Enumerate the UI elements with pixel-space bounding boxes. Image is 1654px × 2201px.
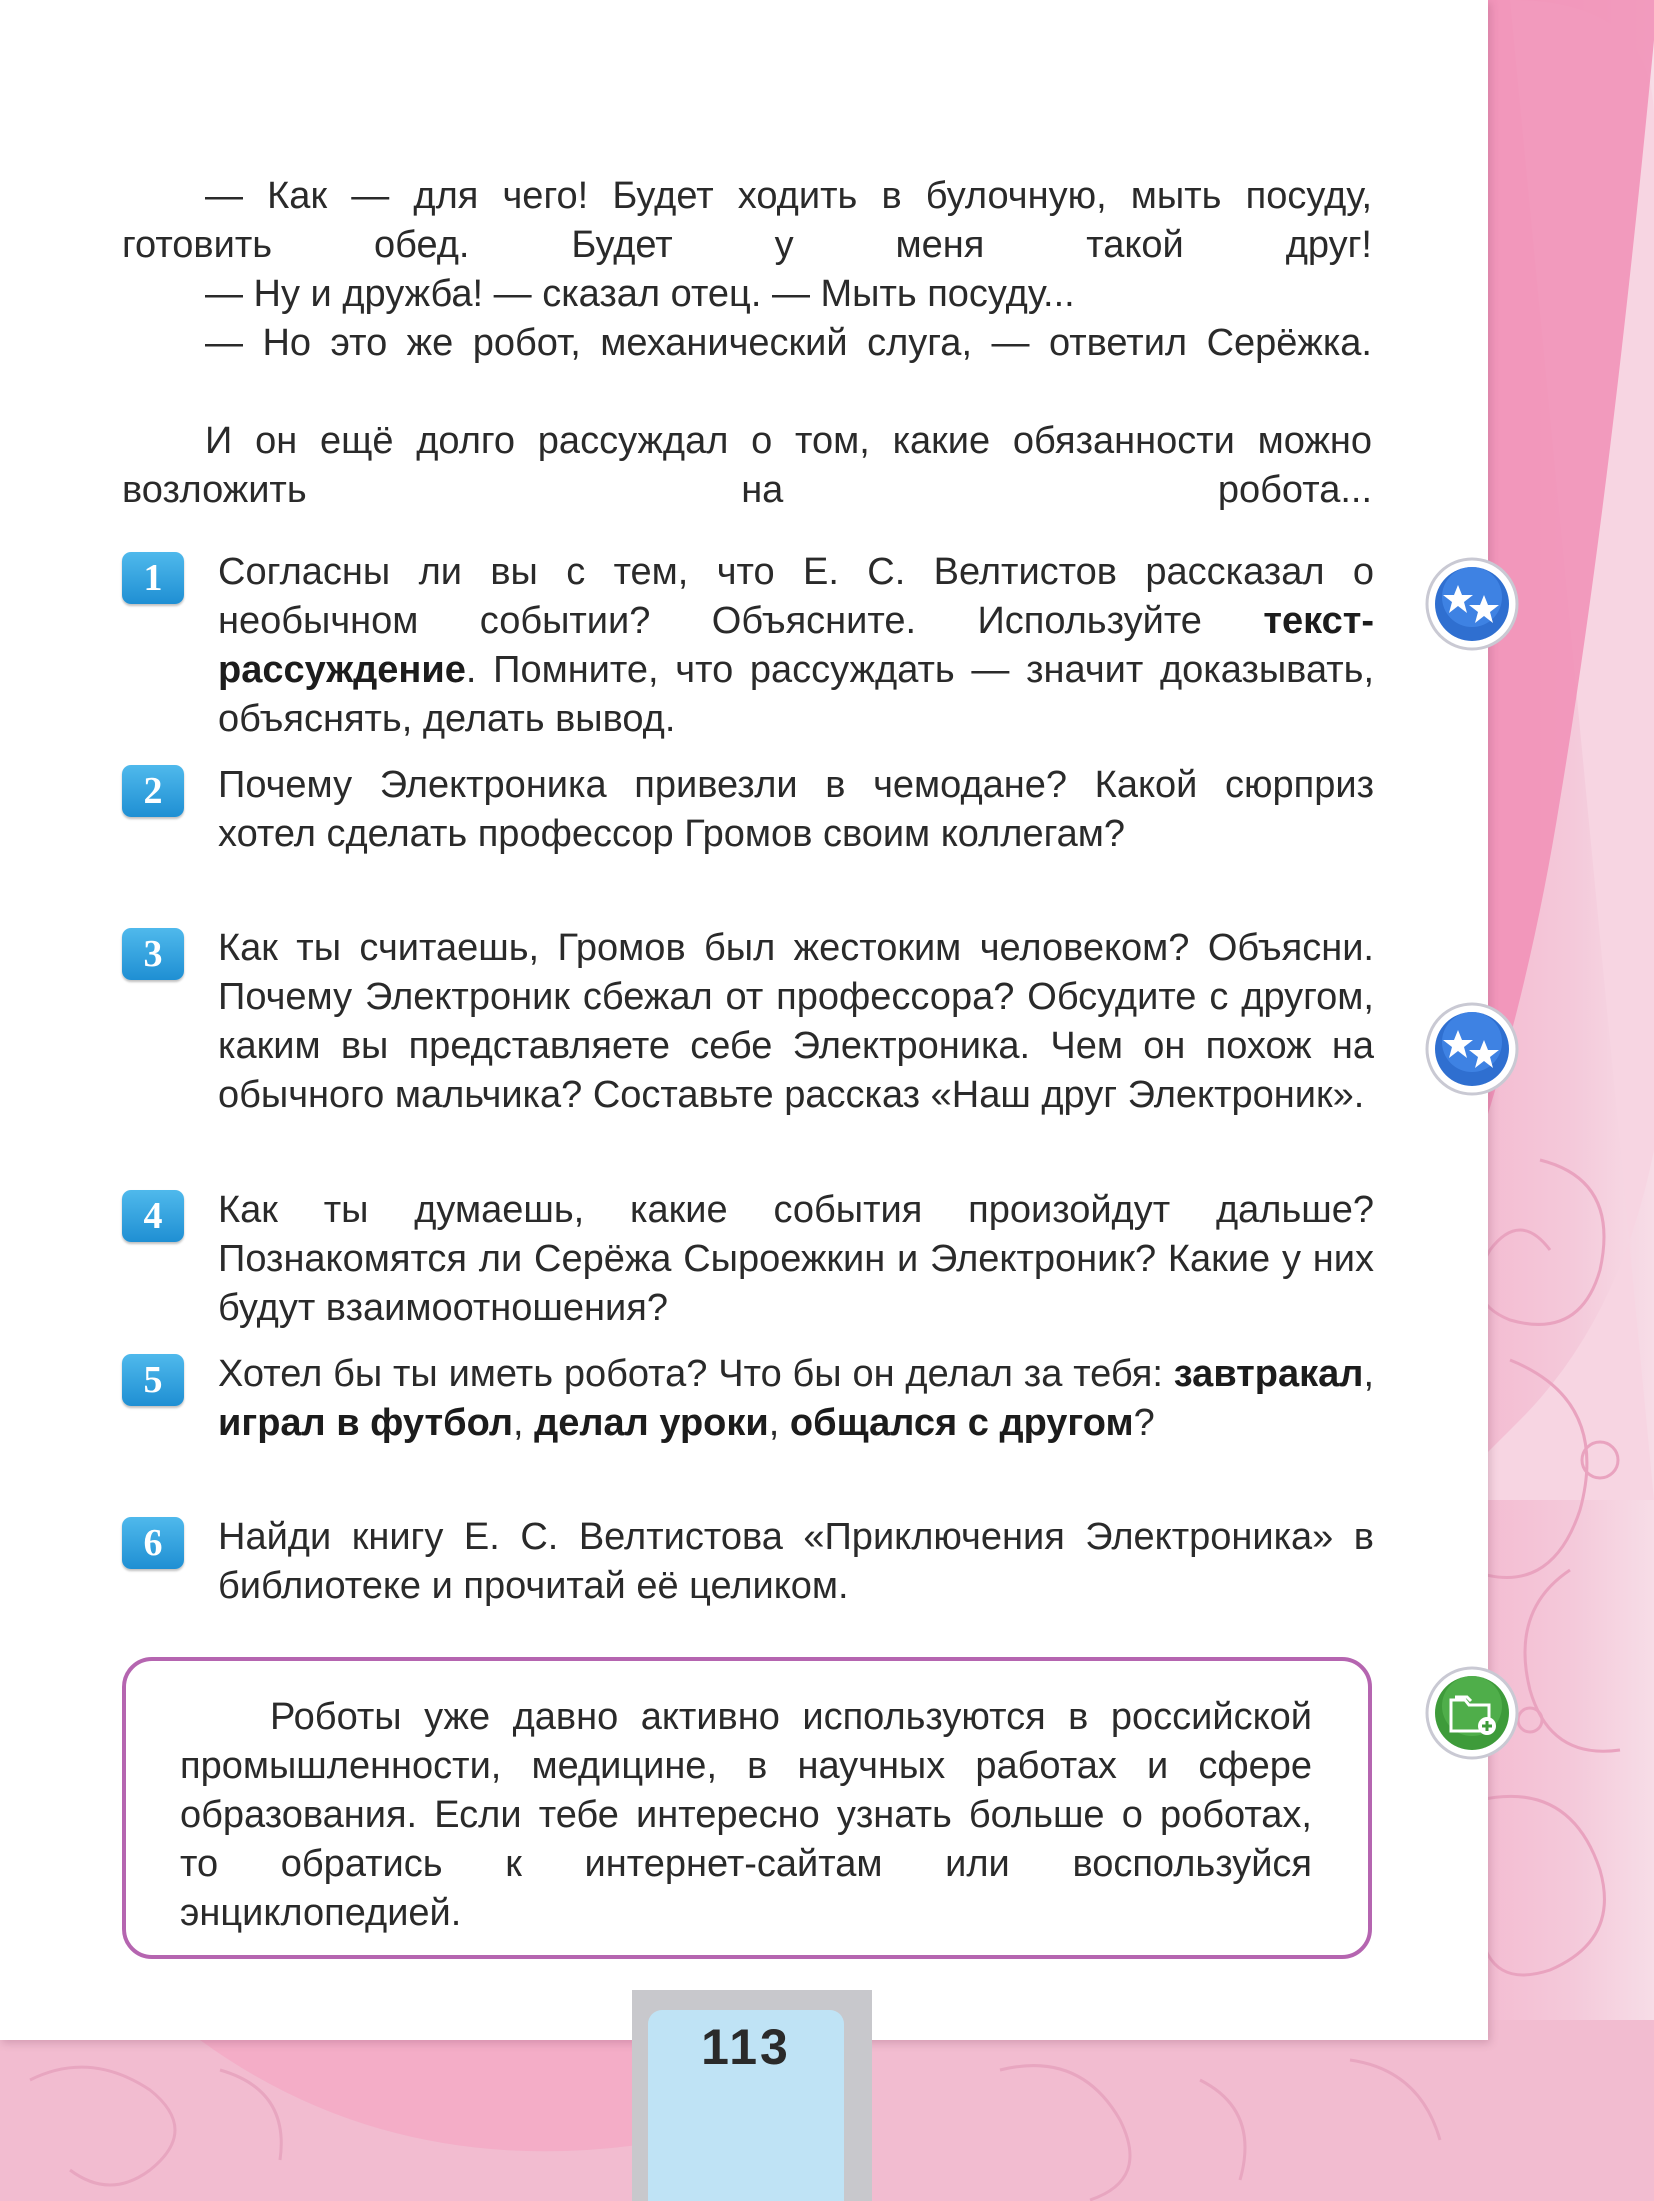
question-text-part: , (512, 1402, 535, 1444)
question-bold-term: общался с другом (789, 1402, 1134, 1444)
intro-paragraph-1: — Как — для чего! Будет ходить в булочную, мыть посуду, готовить обед. Будет у меня такой друг! (122, 175, 1372, 266)
question-text (218, 548, 1374, 744)
question-text: Как ты думаешь, какие события произойдут дальше? Познакомятся ли Серёжа Сыроежкин и Электроник? Какие у них будут взаимоотношения? (218, 1189, 1374, 1329)
question-text-part: . Помните, что рассуждать — значит доказывать, объяснять, делать вывод. (218, 649, 1374, 740)
extra-task-button-1[interactable] (1425, 557, 1519, 651)
page-number: 113 (701, 2019, 791, 2075)
question-text-part: , (768, 1402, 790, 1444)
question-number-badge: 3 (122, 928, 184, 980)
question-number-badge: 1 (122, 552, 184, 604)
question-number-badge: 5 (122, 1354, 184, 1406)
question-text-part: Согласны ли вы с тем, что Е. С. Велтистов рассказал о необычном событии? Объясните. Используйте (218, 551, 1374, 642)
question-number-badge: 6 (122, 1517, 184, 1569)
question-bold-term: завтракал (1173, 1353, 1364, 1395)
folder-add-icon (1425, 1666, 1519, 1760)
intro-paragraph-4: И он ещё долго рассуждал о том, какие обязанности можно возложить на робота... (122, 420, 1372, 511)
question-number-badge: 4 (122, 1190, 184, 1242)
stars-icon (1425, 1002, 1519, 1096)
question-text-part: ? (1133, 1402, 1155, 1444)
question-text: Найди книгу Е. С. Велтистова «Приключения Электроника» в библиотеке и прочитай её целиком. (218, 1516, 1374, 1607)
question-bold-term: текст-рассуждение (218, 600, 1374, 691)
question-text: Почему Электроника привезли в чемодане? Какой сюрприз хотел сделать профессор Громов своим коллегам? (218, 764, 1374, 855)
question-bold-term: делал уроки (534, 1402, 769, 1444)
question-text: Как ты считаешь, Громов был жестоким человеком? Объясни. Почему Электроник сбежал от профессора? Обсудите с другом, каким вы представляете себе Электроника. Чем он похож на обычного мальчика? Составьте рассказ «Наш друг Электроник». (218, 927, 1374, 1116)
intro-paragraph-3: — Но это же робот, механический слуга, — ответил Серёжка. (205, 322, 1372, 364)
question-text-part: , (1363, 1353, 1374, 1395)
question-text-part: Хотел бы ты иметь робота? Что бы он делал за тебя: (218, 1353, 1174, 1395)
intro-paragraph-2: — Ну и дружба! — сказал отец. — Мыть посуду... (205, 273, 1075, 315)
info-box (122, 1657, 1372, 1959)
question-text (218, 1350, 1374, 1448)
question-bold-term: играл в футбол (218, 1402, 513, 1444)
resources-button[interactable] (1425, 1666, 1519, 1760)
question-number-badge: 2 (122, 765, 184, 817)
stars-icon (1425, 557, 1519, 651)
extra-task-button-2[interactable] (1425, 1002, 1519, 1096)
info-box-text: Роботы уже давно активно используются в российской промышленности, медицине, в научных работах и сфере образования. Если тебе интересно узнать больше о роботах, то обратись к интернет-сайтам или воспользуйся энциклопедией. (180, 1696, 1312, 1934)
